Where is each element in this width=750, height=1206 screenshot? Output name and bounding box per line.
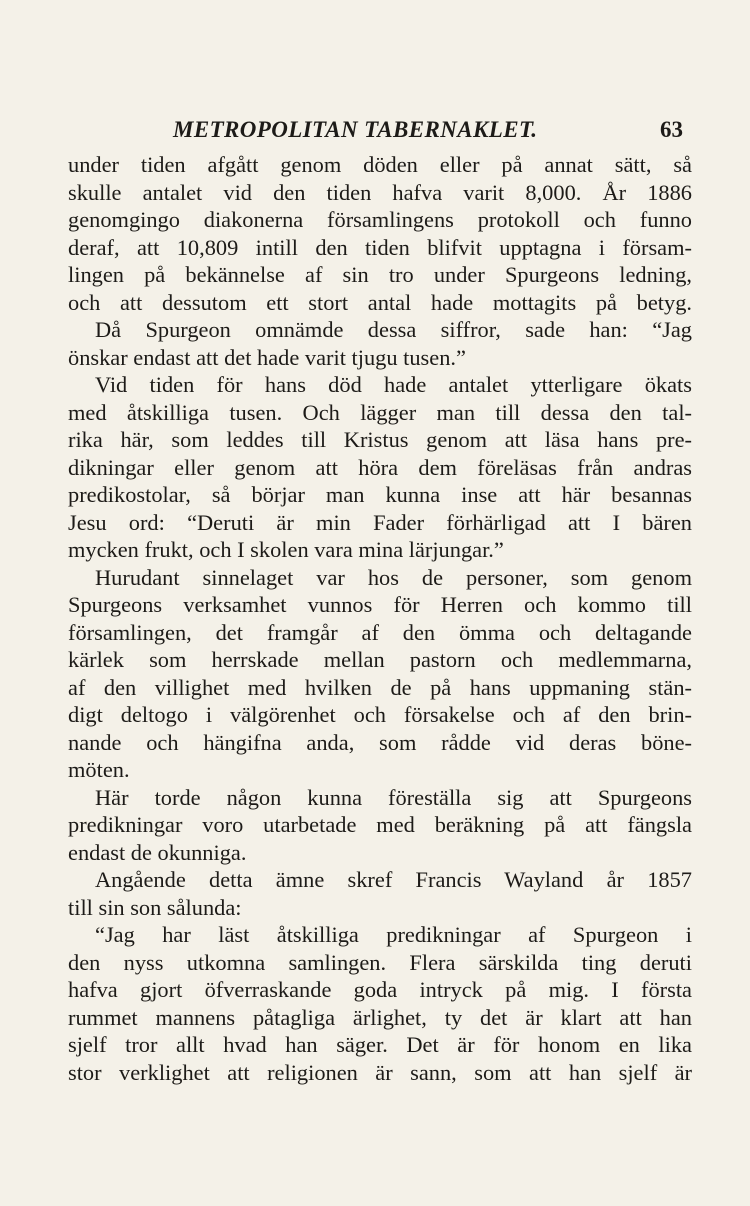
text-line: skulle antalet vid den tiden hafva varit 8,000. År 1886 bbox=[68, 179, 692, 205]
text-line: deraf, att 10,809 intill den tiden blifvit upptagna i försam- bbox=[68, 234, 692, 260]
text-line: församlingen, det framgår af den ömma och deltagande bbox=[68, 619, 692, 645]
text-line: nande och hängifna anda, som rådde vid deras böne- bbox=[68, 729, 692, 755]
text-line: Spurgeons verksamhet vunnos för Herren och kommo till bbox=[68, 592, 692, 617]
text-line: möten. bbox=[68, 757, 130, 782]
text-line: Angående detta ämne skref Francis Wayland år 1857 bbox=[95, 867, 692, 892]
text-line: under tiden afgått genom döden eller på annat sätt, så bbox=[68, 152, 692, 177]
text-line: lingen på bekännelse af sin tro under Spurgeons ledning, bbox=[68, 262, 692, 287]
text-line: endast de okunniga. bbox=[68, 839, 247, 865]
text-line: digt deltogo i välgörenhet och försakelse och af den brin- bbox=[68, 702, 692, 727]
text-line: predikostolar, så börjar man kunna inse att här besannas bbox=[68, 482, 692, 507]
text-line: önskar endast att det hade varit tjugu tusen.” bbox=[68, 344, 466, 370]
text-line: Hurudant sinnelaget var hos de personer, som genom bbox=[95, 564, 692, 590]
text-line: Då Spurgeon omnämde dessa siffror, sade han: “Jag bbox=[95, 317, 692, 342]
text-line: dikningar eller genom att höra dem föreläsas från andras bbox=[68, 454, 692, 480]
text-line: mycken frukt, och I skolen vara mina lärjungar.” bbox=[68, 537, 504, 562]
running-header bbox=[0, 117, 750, 147]
text-line: Här torde någon kunna föreställa sig att Spurgeons bbox=[95, 784, 692, 810]
text-line: och att dessutom ett stort antal hade mottagits på betyg. bbox=[68, 289, 692, 315]
text-line: till sin son sålunda: bbox=[68, 894, 242, 920]
body-text bbox=[68, 151, 692, 1086]
text-line: sjelf tror allt hvad han säger. Det är för honom en lika bbox=[68, 1032, 692, 1057]
text-line: rika här, som leddes till Kristus genom att läsa hans pre- bbox=[68, 427, 692, 452]
text-line: hafva gjort öfverraskande goda intryck på mig. I första bbox=[68, 977, 692, 1002]
text-line: Vid tiden för hans död hade antalet ytterligare ökats bbox=[95, 372, 692, 397]
text-line: den nyss utkomna samlingen. Flera särskilda ting deruti bbox=[68, 949, 692, 975]
text-line: stor verklighet att religionen är sann, som att han sjelf är bbox=[68, 1059, 692, 1085]
running-title: METROPOLITAN TABERNAKLET. bbox=[173, 117, 538, 142]
text-line: genomgingo diakonerna församlingens protokoll och funno bbox=[68, 207, 692, 232]
text-line: Jesu ord: “Deruti är min Fader förhärligad att I bären bbox=[68, 509, 692, 535]
page-number: 63 bbox=[660, 117, 683, 142]
text-line: kärlek som herrskade mellan pastorn och medlemmarna, bbox=[68, 647, 692, 672]
text-line: af den villighet med hvilken de på hans uppmaning stän- bbox=[68, 674, 692, 700]
text-line: med åtskilliga tusen. Och lägger man till dessa den tal- bbox=[68, 399, 692, 425]
text-line: rummet mannens påtagliga ärlighet, ty det är klart att han bbox=[68, 1004, 692, 1030]
text-line: predikningar voro utarbetade med beräkning på att fängsla bbox=[68, 812, 692, 837]
text-line: “Jag har läst åtskilliga predikningar af Spurgeon i bbox=[95, 922, 692, 947]
